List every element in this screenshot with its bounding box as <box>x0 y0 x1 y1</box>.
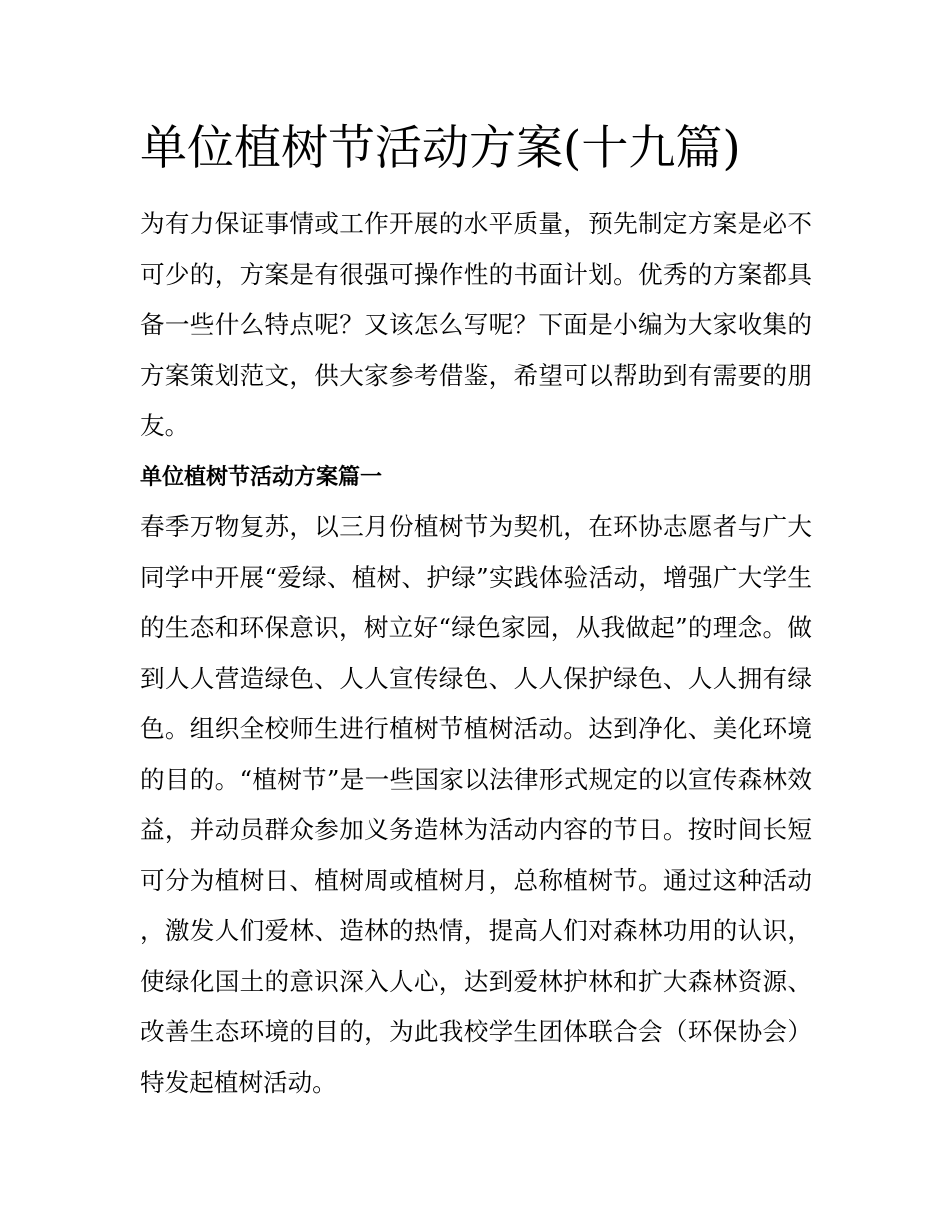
section-heading: 单位植树节活动方案篇一 <box>140 464 383 490</box>
document-title: 单位植树节活动方案(十九篇) <box>140 121 741 176</box>
section-body-paragraph: 春季万物复苏，以三月份植树节为契机，在环协志愿者与广大同学中开展“爱绿、植树、护绿”实践体验活动，增强广大学生的生态和环保意识，树立好“绿色家园，从我做起”的理念。做到人人营造绿色、人人宣传绿色、人人保护绿色、人人拥有绿色。组织全校师生进行植树节植树活动。达到净化、美化环境的目的。“植树节”是一些国家以法律形式规定的以宣传森林效益，并动员群众参加义务造林为活动内容的节日。按时间长短可分为植树日、植树周或植树月，总称植树节。通过这种活动，激发人们爱林、造林的热情，提高人们对森林功用的认识，使绿化国土的意识深入人心，达到爱林护林和扩大森林资源、改善生态环境的目的，为此我校学生团体联合会（环保协会）特发起植树活动。 <box>140 512 812 1097</box>
intro-paragraph: 为有力保证事情或工作开展的水平质量，预先制定方案是必不可少的，方案是有很强可操作性的书面计划。优秀的方案都具备一些什么特点呢？又该怎么写呢？下面是小编为大家收集的方案策划范文，供大家参考借鉴，希望可以帮助到有需要的朋友。 <box>140 209 812 440</box>
